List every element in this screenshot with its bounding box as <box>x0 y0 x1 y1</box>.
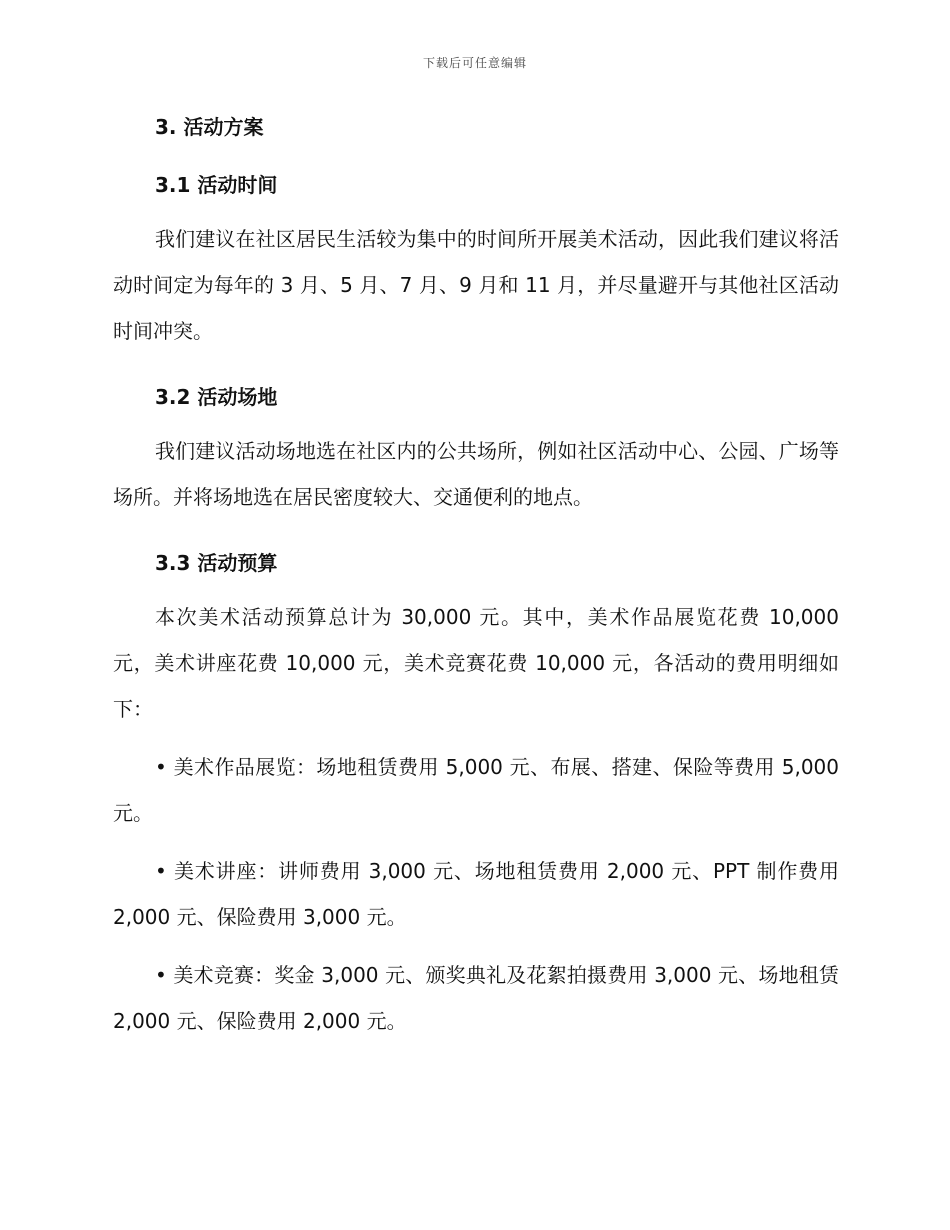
section-heading-activity-plan: 3. 活动方案 <box>155 115 264 139</box>
budget-item-exhibition: • 美术作品展览：场地租赁费用 5,000 元、布展、搭建、保险等费用 5,000 元。 <box>113 755 839 825</box>
budget-item-competition: • 美术竞赛：奖金 3,000 元、颁奖典礼及花絮拍摄费用 3,000 元、场地租赁 2,000 元、保险费用 2,000 元。 <box>113 963 839 1033</box>
paragraph-activity-budget: 本次美术活动预算总计为 30,000 元。其中，美术作品展览花费 10,000 元，美术讲座花费 10,000 元，美术竞赛花费 10,000 元，各活动的费用明细如下： <box>113 605 839 721</box>
document-body <box>113 112 839 1044</box>
page-header: 下载后可任意编辑 <box>422 56 527 70</box>
section-heading-activity-budget: 3.3 活动预算 <box>155 551 278 575</box>
paragraph-activity-venue: 我们建议活动场地选在社区内的公共场所，例如社区活动中心、公园、广场等场所。并将场地选在居民密度较大、交通便利的地点。 <box>113 439 839 509</box>
paragraph-activity-time: 我们建议在社区居民生活较为集中的时间所开展美术活动，因此我们建议将活动时间定为每年的 3 月、5 月、7 月、9 月和 11 月，并尽量避开与其他社区活动时间冲突。 <box>113 227 839 343</box>
section-heading-activity-time: 3.1 活动时间 <box>155 173 278 197</box>
section-heading-activity-venue: 3.2 活动场地 <box>155 385 278 409</box>
budget-item-lecture: • 美术讲座：讲师费用 3,000 元、场地租赁费用 2,000 元、PPT 制作费用 2,000 元、保险费用 3,000 元。 <box>113 859 839 929</box>
